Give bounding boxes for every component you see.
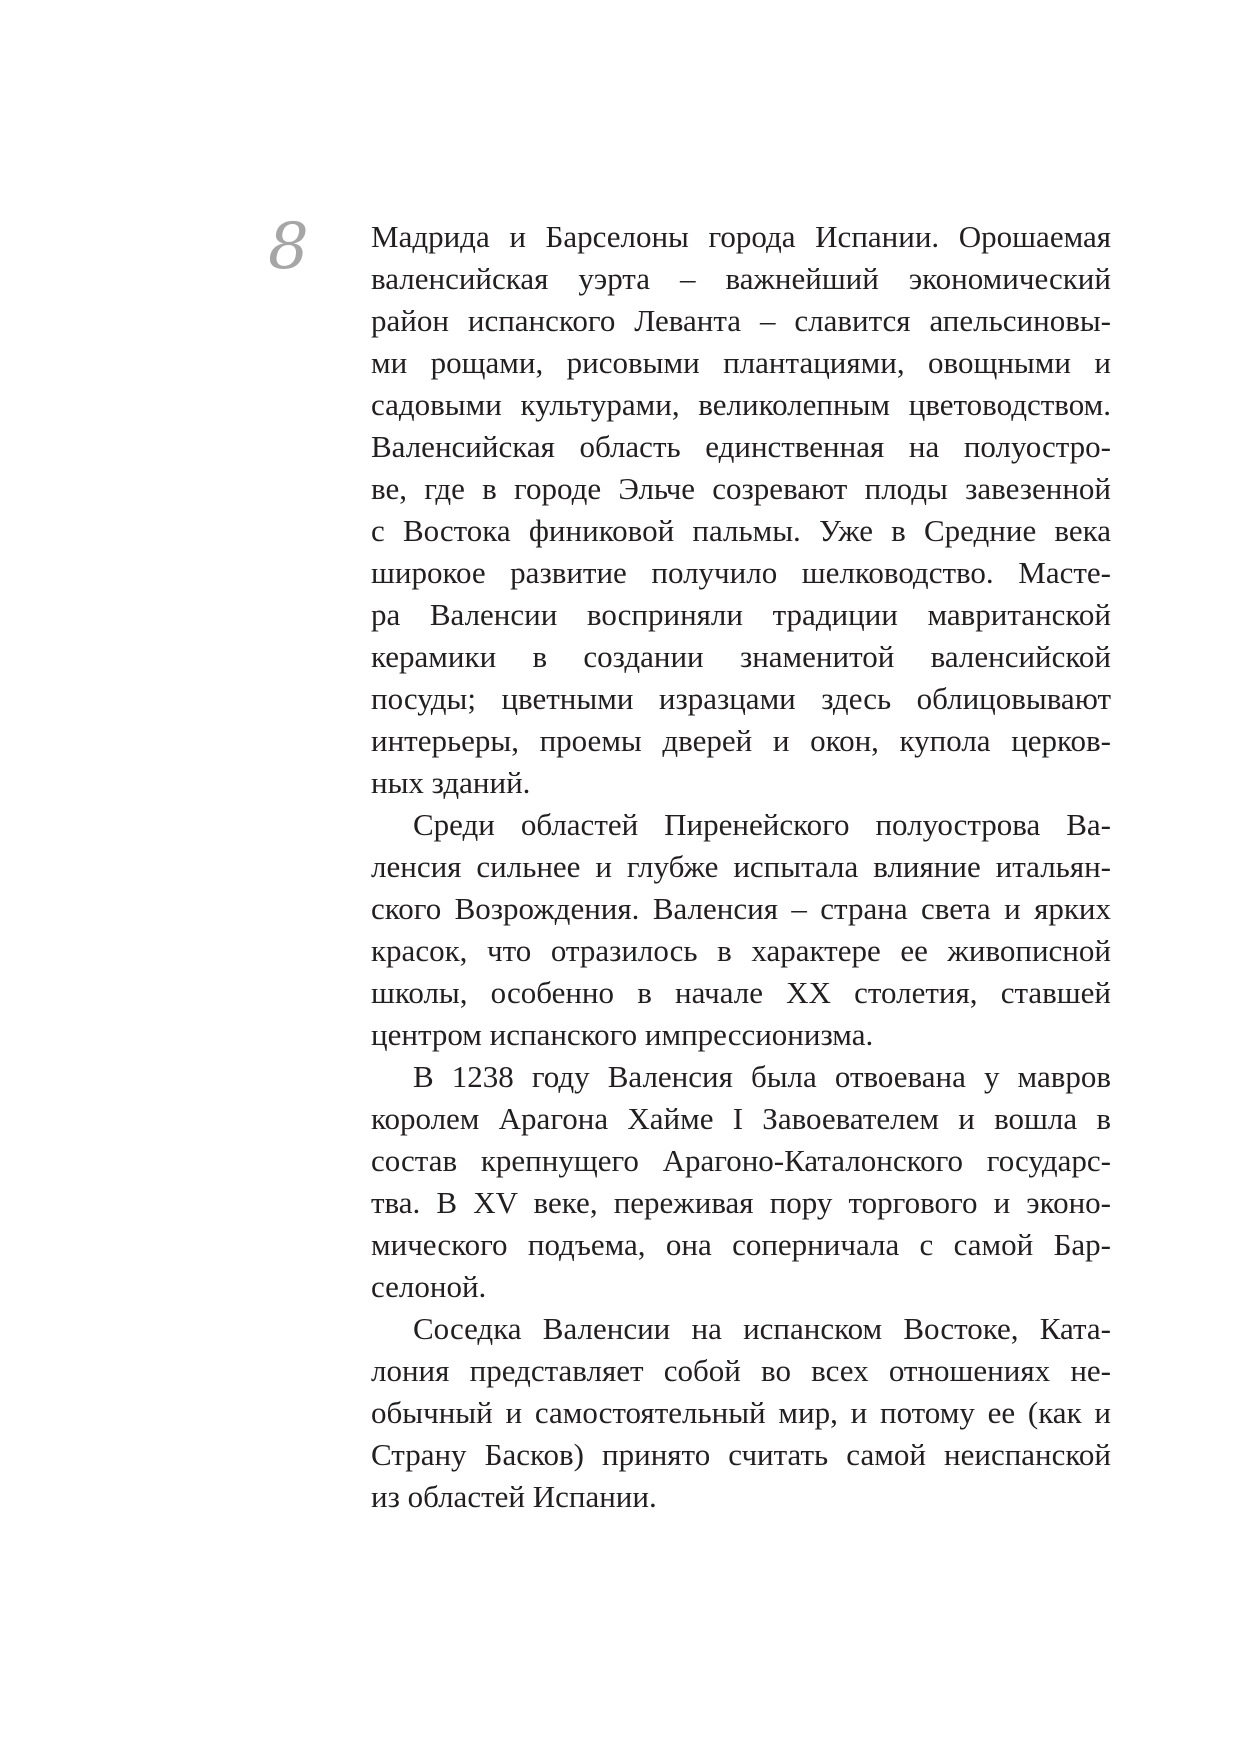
text-line: мического подъема, она соперничала с самой Бар-: [371, 1227, 1111, 1262]
text-line: Страну Басков) принято считать самой неиспанской: [371, 1437, 1111, 1472]
text-line: центром испанского импрессионизма.: [371, 1017, 874, 1052]
text-line: интерьеры, проемы дверей и окон, купола церков-: [371, 723, 1111, 758]
text-line: ского Возрождения. Валенсия – страна света и ярких: [371, 891, 1111, 926]
text-line: лония представляет собой во всех отношениях не-: [371, 1353, 1111, 1388]
text-line: красок, что отразилось в характере ее живописной: [371, 933, 1111, 968]
text-line: широкое развитие получило шелководство. Масте-: [371, 555, 1111, 590]
text-line: В 1238 году Валенсия была отвоевана у мавров: [413, 1059, 1111, 1094]
text-line: керамики в создании знаменитой валенсийской: [371, 639, 1111, 674]
text-line: королем Арагона Хайме I Завоевателем и вошла в: [371, 1101, 1111, 1136]
text-line: тва. В XV веке, переживая пору торгового и эконо-: [371, 1185, 1111, 1220]
text-line: Валенсийская область единственная на полуостро-: [371, 429, 1111, 464]
page-number: 8: [268, 210, 309, 284]
text-line: ных зданий.: [371, 765, 531, 800]
text-line: состав крепнущего Арагоно-Каталонского государс-: [371, 1143, 1111, 1178]
text-line: Мадрида и Барселоны города Испании. Орошаемая: [371, 219, 1111, 254]
text-line: садовыми культурами, великолепным цветоводством.: [371, 387, 1111, 422]
text-line: посуды; цветными изразцами здесь облицовывают: [371, 681, 1111, 716]
text-line: район испанского Леванта – славится апельсиновы-: [371, 303, 1111, 338]
text-line: из областей Испании.: [371, 1479, 657, 1514]
text-line: обычный и самостоятельный мир, и потому ее (как и: [371, 1395, 1111, 1430]
text-line: школы, особенно в начале XX столетия, ставшей: [371, 975, 1111, 1010]
text-line: валенсийская уэрта – важнейший экономический: [371, 261, 1111, 296]
text-line: ми рощами, рисовыми плантациями, овощными и: [371, 345, 1111, 380]
text-line: селоной.: [371, 1269, 487, 1304]
text-line: с Востока финиковой пальмы. Уже в Средние века: [371, 513, 1111, 548]
body-text: [371, 216, 1111, 1518]
text-line: ленсия сильнее и глубже испытала влияние итальян-: [371, 849, 1111, 884]
text-line: ра Валенсии восприняли традиции мавританской: [371, 597, 1111, 632]
text-line: ве, где в городе Эльче созревают плоды завезенной: [371, 471, 1111, 506]
text-line: Среди областей Пиренейского полуострова Ва-: [413, 807, 1111, 842]
text-line: Соседка Валенсии на испанском Востоке, Ката-: [413, 1311, 1111, 1346]
